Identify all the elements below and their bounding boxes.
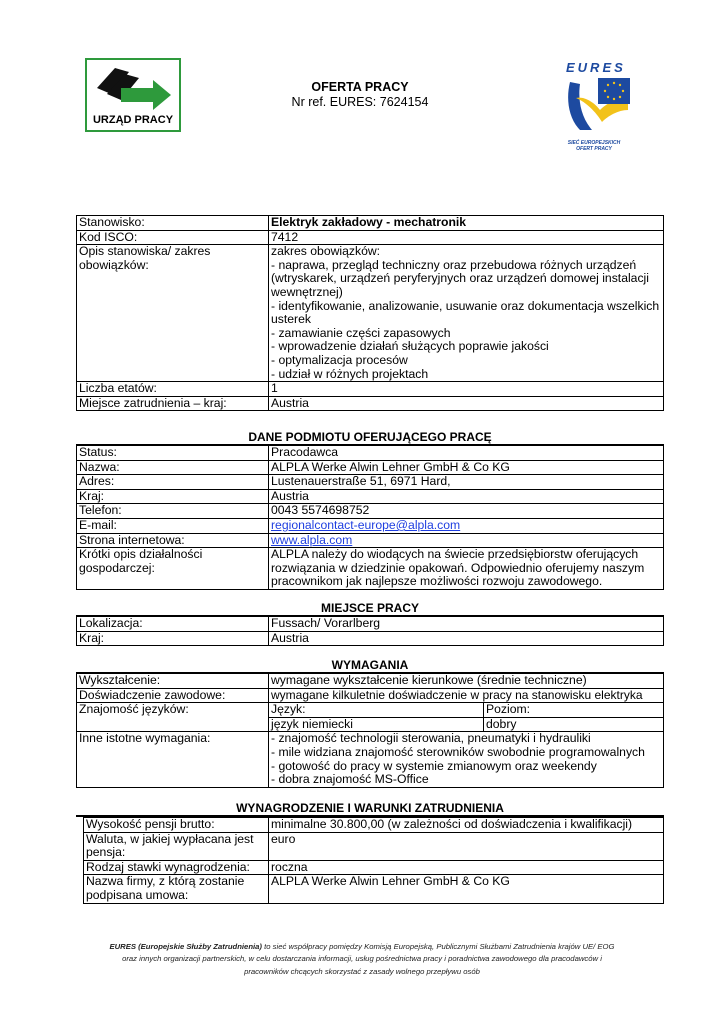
description-line: zakres obowiązków: <box>271 244 381 259</box>
footer-line-1 <box>60 941 664 953</box>
workplace-country-value-2: Austria <box>269 631 664 646</box>
footer-line-3: pracowników chcących skorzystać z zasady wolnego przepływu osób <box>244 966 480 976</box>
urzad-pracy-logo-text: URZĄD PRACY <box>92 114 174 126</box>
gross-salary-label: Wysokość pensji brutto: <box>84 818 269 833</box>
employer-table <box>76 445 664 590</box>
languages-label: Znajomość języków: <box>77 703 269 732</box>
footer-eures-name: EURES (Europejskie Służby Zatrudnienia) <box>109 942 262 951</box>
description-line: - wprowadzenie działań służących poprawie jakości <box>271 339 549 354</box>
fte-value: 1 <box>269 382 664 397</box>
job-description-label: Opis stanowiska/ zakres obowiązków: <box>77 245 269 382</box>
isco-label: Kod ISCO: <box>77 230 269 245</box>
education-value: wymagane wykształcenie kierunkowe (średnie techniczne) <box>269 674 664 689</box>
description-line: - naprawa, przegląd techniczny oraz przebudowa różnych urządzeń (wtryskarek, urządzeń peryferyjnych oraz urządzeń domowej instalacji wewnętrznej) <box>271 257 649 299</box>
requirement-line: - mile widziana znajomość sterowników swobodnie programowalnych <box>271 744 645 759</box>
table-row <box>77 533 664 548</box>
experience-value: wymagane kilkuletnie doświadczenie w pracy na stanowisku elektryka <box>269 688 664 703</box>
table-row <box>77 382 664 397</box>
business-description-label: Krótki opis działalności gospodarczej: <box>77 548 269 590</box>
isco-value: 7412 <box>269 230 664 245</box>
status-value: Pracodawca <box>269 446 664 461</box>
table-row <box>84 860 664 875</box>
table-row <box>84 832 664 860</box>
eures-logo-subtitle: SIEĆ EUROPEJSKICH OFERT PRACY <box>567 140 621 152</box>
table-row <box>77 230 664 245</box>
phone-label: Telefon: <box>77 504 269 519</box>
table-row <box>77 548 664 590</box>
table-row <box>77 617 664 632</box>
table-row <box>77 688 664 703</box>
rate-type-value: roczna <box>269 860 664 875</box>
table-row <box>77 446 664 461</box>
table-row <box>77 703 664 718</box>
requirement-line: - gotowość do pracy w systemie zmianowym oraz weekendy <box>271 758 597 773</box>
description-line: - udział w różnych projektach <box>271 366 429 381</box>
salary-heading: WYNAGRODZENIE I WARUNKI ZATRUDNIENIA <box>76 801 664 817</box>
workplace-country-label: Miejsce zatrudnienia – kraj: <box>77 396 269 411</box>
salary-table <box>83 817 664 904</box>
website-link[interactable]: www.alpla.com <box>271 532 353 547</box>
email-cell <box>269 518 664 533</box>
table-row <box>77 732 664 787</box>
employer-country-value: Austria <box>269 489 664 504</box>
fte-label: Liczba etatów: <box>77 382 269 397</box>
description-line: - zamawianie części zapasowych <box>271 325 451 340</box>
requirements-heading: WYMAGANIA <box>76 658 664 674</box>
gross-salary-value: minimalne 30.800,00 (w zależności od doświadczenia i kwalifikacji) <box>269 818 664 833</box>
currency-label: Waluta, w jakiej wypłacana jest pensja: <box>84 832 269 860</box>
table-row <box>77 674 664 689</box>
urzad-pracy-logo-graphic <box>87 62 179 112</box>
experience-label: Doświadczenie zawodowe: <box>77 688 269 703</box>
position-label: Stanowisko: <box>77 216 269 231</box>
website-label: Strona internetowa: <box>77 533 269 548</box>
table-row <box>77 245 664 382</box>
reference-label: Nr ref. EURES: <box>291 95 380 109</box>
job-table <box>76 215 664 411</box>
table-row <box>77 504 664 519</box>
eures-logo-graphic <box>562 76 632 138</box>
email-link[interactable]: regionalcontact-europe@alpla.com <box>271 517 461 532</box>
requirement-line: - dobra znajomość MS-Office <box>271 772 429 787</box>
location-label: Lokalizacja: <box>77 617 269 632</box>
contract-company-value: ALPLA Werke Alwin Lehner GmbH & Co KG <box>269 875 664 903</box>
reference-number: 7624154 <box>379 95 429 109</box>
phone-value: 0043 5574698752 <box>269 504 664 519</box>
table-row <box>77 489 664 504</box>
requirement-line: - znajomość technologii sterowania, pneumatyki i hydrauliki <box>271 731 591 746</box>
level-value: dobry <box>484 717 664 732</box>
eures-logo-text: EURES <box>566 60 626 75</box>
address-label: Adres: <box>77 475 269 490</box>
language-column-header: Język: <box>269 703 484 718</box>
company-name-value: ALPLA Werke Alwin Lehner GmbH & Co KG <box>269 460 664 475</box>
rate-type-label: Rodzaj stawki wynagrodzenia: <box>84 860 269 875</box>
website-cell <box>269 533 664 548</box>
address-value: Lustenauerstraße 51, 6971 Hard, <box>269 475 664 490</box>
email-label: E-mail: <box>77 518 269 533</box>
reference-line <box>260 95 460 109</box>
currency-value: euro <box>269 832 664 860</box>
table-row <box>77 396 664 411</box>
table-row <box>77 475 664 490</box>
workplace-table <box>76 616 664 646</box>
other-requirements-value <box>269 732 664 787</box>
table-row <box>77 216 664 231</box>
language-value: język niemiecki <box>269 717 484 732</box>
workplace-country-label-2: Kraj: <box>77 631 269 646</box>
requirements-table <box>76 673 664 788</box>
table-row <box>84 875 664 903</box>
education-label: Wykształcenie: <box>77 674 269 689</box>
eures-logo <box>558 60 634 156</box>
footer-note <box>60 941 664 978</box>
status-label: Status: <box>77 446 269 461</box>
workplace-country-value: Austria <box>269 396 664 411</box>
table-row <box>77 460 664 475</box>
page-title: OFERTA PRACY <box>311 80 409 94</box>
level-column-header: Poziom: <box>484 703 664 718</box>
table-row <box>77 518 664 533</box>
footer-line-2: oraz innych organizacji partnerskich, w celu dostarczania informacji, usług pośrednictwa pracy i poradnictwa zawodowego dla pracodawców i <box>122 954 602 964</box>
table-row <box>77 631 664 646</box>
urzad-pracy-logo <box>85 58 181 132</box>
description-line: - optymalizacja procesów <box>271 352 408 367</box>
employer-country-label: Kraj: <box>77 489 269 504</box>
contract-company-label: Nazwa firmy, z którą zostanie podpisana umowa: <box>84 875 269 903</box>
position-value: Elektryk zakładowy - mechatronik <box>269 216 664 231</box>
company-name-label: Nazwa: <box>77 460 269 475</box>
other-requirements-label: Inne istotne wymagania: <box>77 732 269 787</box>
description-line: - identyfikowanie, analizowanie, usuwanie oraz dokumentacja wszelkich usterek <box>271 298 660 327</box>
job-description-value <box>269 245 664 382</box>
business-description-value: ALPLA należy do wiodących na świecie przedsiębiorstw oferujących rozwiązania w dziedzinie opakowań. Odpowiednio oferujemy naszym pracownikom jak najlepsze możliwości rozwoju zawodowego. <box>269 548 664 590</box>
employer-heading: DANE PODMIOTU OFERUJĄCEGO PRACĘ <box>76 430 664 446</box>
table-row <box>84 818 664 833</box>
workplace-heading: MIEJSCE PRACY <box>76 601 664 617</box>
location-value: Fussach/ Vorarlberg <box>269 617 664 632</box>
footer-line-1-rest: to sieć współpracy pomiędzy Komisją Europejską, Publicznymi Służbami Zatrudnienia krajów UE/ EOG <box>262 942 615 951</box>
